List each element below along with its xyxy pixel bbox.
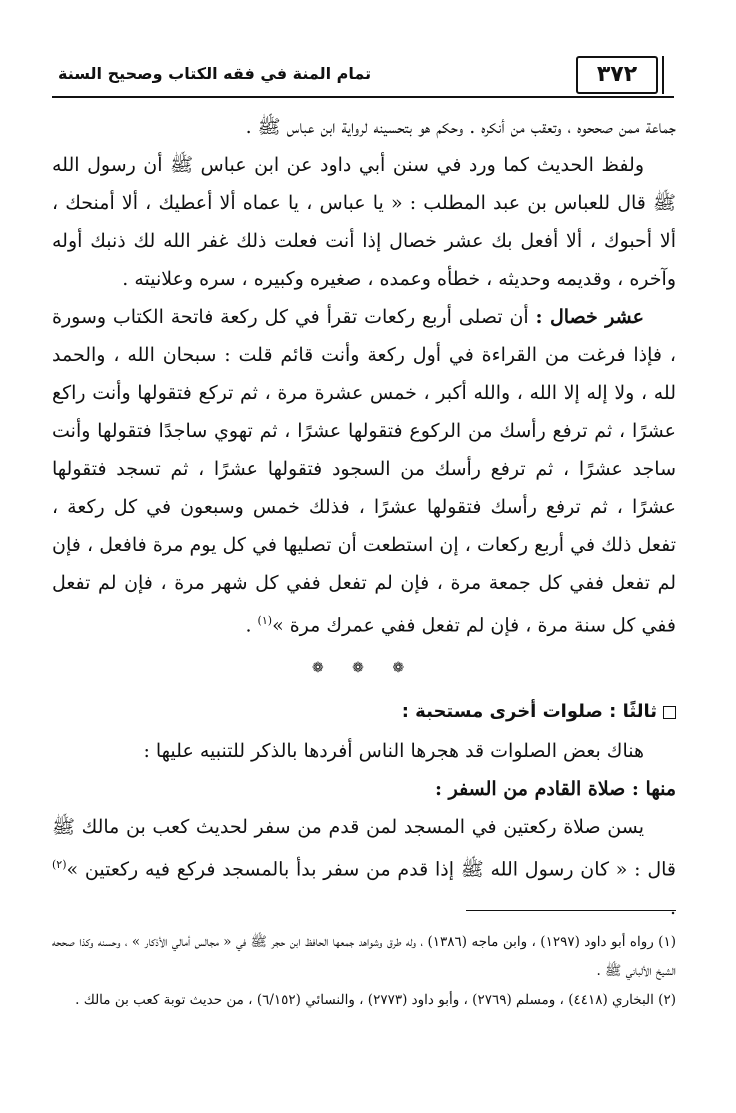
square-bullet-icon: [663, 706, 676, 719]
footnote-1: (١) رواه أبو داود (١٢٩٧) ، وابن ماجه (١٣٨٦) ، وله طرق وشواهد جمعها الحافظ ابن حجر ﷺ في « مجالس أمالي الأذكار » ، وحسنه وكذا صححه الشيخ الألباني ﷺ .: [52, 934, 676, 979]
paragraph-5: [52, 808, 676, 926]
paragraph-3: [52, 298, 676, 644]
paragraph-1: جماعة ممن صححوه ، وتعقب من أنكره . وحكم هو بتحسينه لرواية ابن عباس ﷺ .: [245, 116, 676, 138]
paragraph-3-lead: عشر خصال :: [535, 306, 644, 328]
main-text: [52, 108, 676, 927]
paragraph-3-end: .: [245, 614, 258, 637]
header-rule: [52, 96, 674, 98]
section-title: ثالثًا : صلوات أخرى مستحبة :: [401, 701, 657, 723]
footnote-ref-1[interactable]: (١): [257, 614, 273, 627]
running-title: تمام المنة في فقه الكتاب وصحيح السنة: [58, 64, 372, 83]
paragraph-2: ولفظ الحديث كما ورد في سنن أبي داود عن ابن عباس ﷺ أن رسول الله ﷺ قال للعباس بن عبد المطلب : « يا عباس ، يا عماه ألا أعطيك ، ألا أمنحك ، ألا أحبوك ، ألا أفعل بك عشر خصال إذا أنت فعلت ذلك غفر الله لك ذنبك أوله وآخره ، وقديمه وحديثه ، خطأه وعمده ، صغيره وكبيره ، سره وعلانيته .: [52, 154, 676, 290]
paragraph-5-end: .: [669, 896, 676, 919]
section-heading: [52, 692, 676, 732]
footnote-ref-2[interactable]: (٢): [52, 858, 67, 872]
footnote-2: (٢) البخاري (٤٤١٨) ، ومسلم (٢٧٦٩) ، وأبو داود (٢٧٧٣) ، والنسائي (٦/١٥٢) ، من حديث توبة كعب بن مالك .: [75, 992, 676, 1008]
page-number: ٣٧٢: [576, 56, 658, 94]
paragraph-4: هناك بعض الصلوات قد هجرها الناس أفردها بالذكر للتنبيه عليها :: [143, 740, 644, 763]
footnote-rule: [466, 910, 676, 911]
footnotes: [52, 928, 676, 1015]
paragraph-3-text: أن تصلى أربع ركعات تقرأ في كل ركعة فاتحة الكتاب وسورة ، فإذا فرغت من القراءة في أول ركعة وأنت قائم قلت : سبحان الله ، والحمد لله ، ولا إله إلا الله ، والله أكبر ، خمس عشرة مرة ، ثم تركع فتقولها وأنت راكع عشرًا ، ثم ترفع رأسك من الركوع فتقولها عشرًا ، ثم تهوي ساجدًا فتقولها وأنت ساجد عشرًا ، ثم ترفع رأسك من السجود فتقولها عشرًا ، ثم تسجد فتقولها عشرًا ، ثم ترفع رأسك فتقولها عشرًا ، فذلك خمس وسبعون في كل ركعة ، تفعل ذلك في أربع ركعات ، إن استطعت أن تصليها في كل يوم مرة فافعل ، فإن لم تفعل ففي كل جمعة مرة ، فإن لم تفعل ففي كل شهر مرة ، فإن لم تفعل ففي كل سنة مرة ، فإن لم تفعل ففي عمرك مرة »: [52, 306, 676, 637]
ornament-divider: ❁ ❁ ❁: [311, 660, 417, 677]
paragraph-5-text: يسن صلاة ركعتين في المسجد لمن قدم من سفر لحديث كعب بن مالك ﷺ قال : « كان رسول الله ﷺ إذا قدم من سفر بدأ بالمسجد فركع فيه ركعتين »: [52, 816, 676, 881]
page-header: [52, 52, 688, 98]
subsection-heading: منها : صلاة القادم من السفر :: [434, 778, 676, 801]
